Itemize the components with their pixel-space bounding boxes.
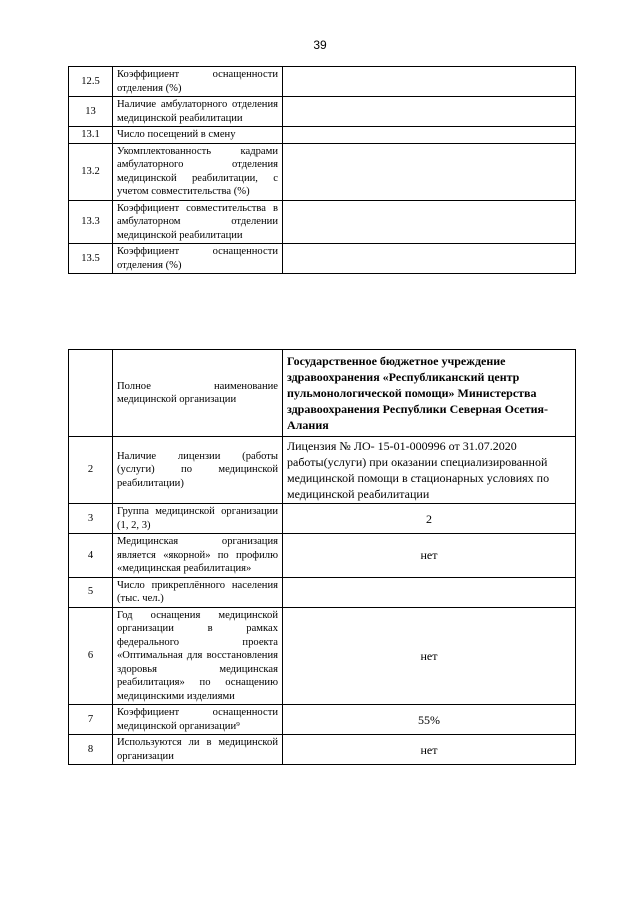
row-number: 12.5 bbox=[69, 67, 113, 97]
row-number: 4 bbox=[69, 534, 113, 578]
table-bottom bbox=[68, 349, 576, 765]
table-row bbox=[69, 127, 576, 144]
row-label: Используются ли в медицинской организации bbox=[113, 735, 283, 765]
row-value bbox=[283, 577, 576, 607]
row-value: нет bbox=[283, 607, 576, 705]
table-row bbox=[69, 534, 576, 578]
row-value bbox=[283, 244, 576, 274]
row-label: Коэффициент оснащенности отделения (%) bbox=[113, 67, 283, 97]
row-label: Год оснащения медицинской организации в рамках федерального проекта «Оптимальная для восстановления здоровья медицинская реабилитация» по оснащению медицинскими изделиями bbox=[113, 607, 283, 705]
table-row bbox=[69, 735, 576, 765]
row-number: 3 bbox=[69, 504, 113, 534]
table-row bbox=[69, 143, 576, 200]
row-label: Число прикреплённого населения (тыс. чел.) bbox=[113, 577, 283, 607]
table-row bbox=[69, 200, 576, 244]
table-row bbox=[69, 67, 576, 97]
row-label: Наличие лицензии (работы (услуги) по медицинской реабилитации) bbox=[113, 437, 283, 504]
row-value: 2 bbox=[283, 504, 576, 534]
row-value bbox=[283, 67, 576, 97]
row-number: 13.5 bbox=[69, 244, 113, 274]
row-number bbox=[69, 350, 113, 437]
row-value: Лицензия № ЛО- 15-01-000996 от 31.07.2020 работы(услуги) при оказании специализированной медицинской помощи в стационарных условиях по медицинской реабилитации bbox=[283, 437, 576, 504]
row-value bbox=[283, 127, 576, 144]
row-label: Наличие амбулаторного отделения медицинской реабилитации bbox=[113, 97, 283, 127]
row-number: 7 bbox=[69, 705, 113, 735]
row-value bbox=[283, 143, 576, 200]
table-row bbox=[69, 437, 576, 504]
table-row bbox=[69, 504, 576, 534]
row-number: 8 bbox=[69, 735, 113, 765]
row-label: Полное наименование медицинской организации bbox=[113, 350, 283, 437]
row-label: Коэффициент совместительства в амбулаторном отделении медицинской реабилитации bbox=[113, 200, 283, 244]
page-number: 39 bbox=[313, 38, 327, 52]
table-row bbox=[69, 577, 576, 607]
table-row bbox=[69, 97, 576, 127]
row-label: Коэффициент оснащенности медицинской организации⁹ bbox=[113, 705, 283, 735]
table-row bbox=[69, 350, 576, 437]
row-number: 13.1 bbox=[69, 127, 113, 144]
row-label: Группа медицинской организации (1, 2, 3) bbox=[113, 504, 283, 534]
table-top bbox=[68, 66, 576, 274]
row-number: 13.2 bbox=[69, 143, 113, 200]
row-label: Коэффициент оснащенности отделения (%) bbox=[113, 244, 283, 274]
row-value: нет bbox=[283, 735, 576, 765]
row-value bbox=[283, 97, 576, 127]
row-number: 6 bbox=[69, 607, 113, 705]
table-row bbox=[69, 705, 576, 735]
row-value: 55% bbox=[283, 705, 576, 735]
row-value bbox=[283, 200, 576, 244]
row-value: Государственное бюджетное учреждение здравоохранения «Республиканский центр пульмонологической помощи» Министерства здравоохранения Республики Северная Осетия-Алания bbox=[283, 350, 576, 437]
row-label: Укомплектованность кадрами амбулаторного отделения медицинской реабилитации, с учетом совместительства (%) bbox=[113, 143, 283, 200]
row-label: Медицинская организация является «якорной» по профилю «медицинская реабилитация» bbox=[113, 534, 283, 578]
row-number: 2 bbox=[69, 437, 113, 504]
row-number: 5 bbox=[69, 577, 113, 607]
row-number: 13.3 bbox=[69, 200, 113, 244]
row-value: нет bbox=[283, 534, 576, 578]
row-label: Число посещений в смену bbox=[113, 127, 283, 144]
table-row bbox=[69, 607, 576, 705]
table-row bbox=[69, 244, 576, 274]
row-number: 13 bbox=[69, 97, 113, 127]
